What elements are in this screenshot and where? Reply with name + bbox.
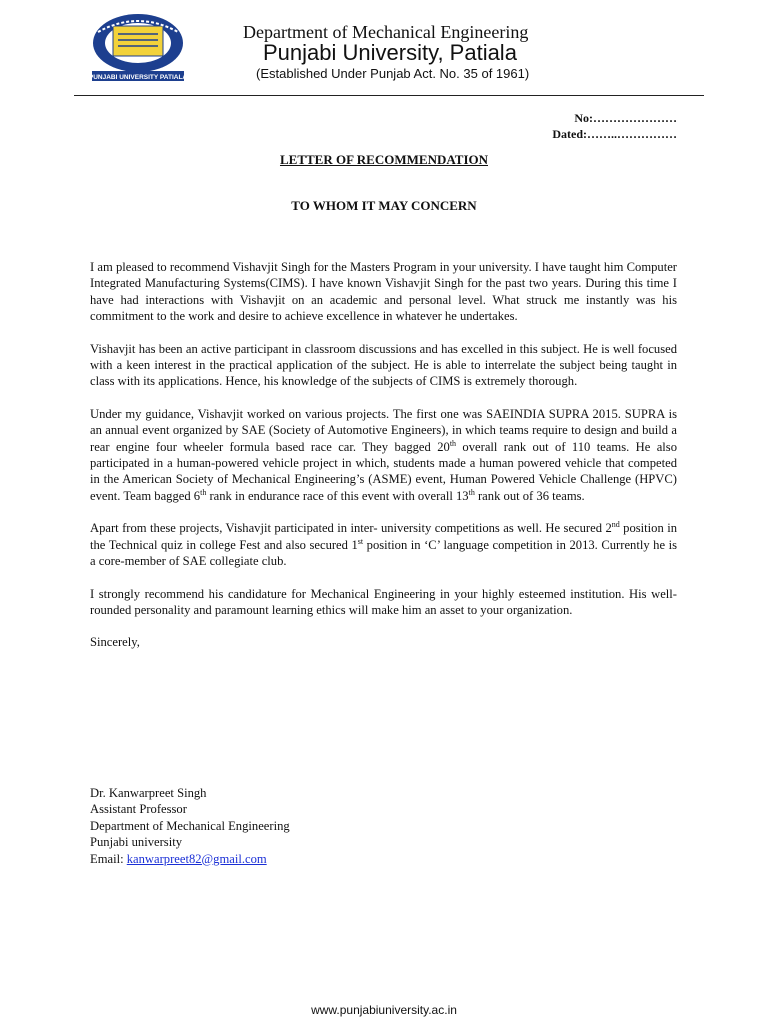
svg-text:PUNJABI UNIVERSITY PATIALA: PUNJABI UNIVERSITY PATIALA (88, 74, 188, 81)
paragraph-5: I strongly recommend his candidature for Mechanical Engineering in your highly esteemed institution. His well-rounded personality and paramount learning ethics will make him an asset to your organization. (90, 586, 677, 617)
department-heading: Department of Mechanical Engineering (243, 22, 529, 42)
reference-number: No:………………… (574, 111, 677, 125)
footer-website: www.punjabiuniversity.ac.in (311, 1003, 457, 1017)
paragraph-1: I am pleased to recommend Vishavjit Singh for the Masters Program in your university. I have taught him Computer Integrated Manufacturing Systems(CIMS). I have known Vishavjit Singh for the past two years. During this time I have had interactions with Vishavjit on an academic and personal level. What struck me instantly was his commitment to the work and desire to achieve excellence in whatever he undertakes. (90, 260, 677, 324)
paragraph-4-text-a: Apart from these projects, Vishavjit participated in inter- university competitions as well. He secured 2 (90, 521, 612, 536)
university-name: Punjabi University, Patiala (263, 40, 517, 65)
signer-university: Punjabi university (90, 835, 182, 850)
signer-designation: Assistant Professor (90, 802, 187, 817)
paragraph-4-text-b: position in the Technical quiz in college Fest and also secured 1 (90, 521, 677, 552)
email-link[interactable]: kanwarpreet82@gmail.com (126, 851, 267, 866)
university-logo (86, 12, 190, 82)
ordinal-suffix: th (200, 487, 207, 497)
established-note: (Established Under Punjab Act. No. 35 of 1961) (256, 66, 530, 81)
paragraph-3-text-d: rank out of 36 teams. (474, 488, 585, 503)
paragraph-3 (90, 406, 677, 504)
paragraph-3-text-a: Under my guidance, Vishavjit worked on various projects. The first one was SAEINDIA SUPRA 2015. SUPRA is an annual event organized by SAE (Society of Automotive Engineers), in which teams require to design and build a rear engine four wheeler formula based race car. They bagged 20 (90, 406, 677, 454)
paragraph-4 (90, 520, 677, 569)
paragraph-2: Vishavjit has been an active participant in classroom discussions and has excelled in this subject. He is well focused with a keen interest in the practical application of the subject. He is able to interrelate the subject being taught in class with its applications. Hence, his knowledge of the subjects of CIMS is extremely thorough. (90, 341, 677, 389)
signature-block (90, 785, 290, 867)
ordinal-suffix: th (449, 438, 457, 448)
salutation: TO WHOM IT MAY CONCERN (291, 198, 477, 213)
closing: Sincerely, (90, 635, 140, 650)
email-label: Email: (90, 851, 127, 866)
reference-date: Dated:……..…………… (552, 127, 677, 141)
signer-email-line (90, 851, 290, 867)
letter-title: LETTER OF RECOMMENDATION (279, 152, 488, 167)
paragraph-4-text-c: position in ‘C’ language competition in 2013. Currently he is a core-member of SAE collegiate club. (90, 537, 677, 569)
letter-body (90, 259, 677, 667)
signer-name: Dr. Kanwarpreet Singh (90, 786, 207, 800)
signer-department: Department of Mechanical Engineering (90, 818, 290, 833)
ordinal-suffix: th (468, 487, 475, 497)
ordinal-suffix: st (357, 536, 364, 546)
paragraph-3-text-c: rank in endurance race of this event with overall 13 (206, 488, 469, 503)
ordinal-suffix: nd (611, 520, 620, 530)
paragraph-3-text-b: overall rank out of 110 teams. He also participated in a human-powered vehicle project in which, students made a human powered vehicle that competed in the American Society of Mechanical Engineering’s (ASME) event, Human Powered Vehicle Challenge (HPVC) event. Team bagged 6 (90, 439, 678, 503)
header-divider (74, 95, 704, 96)
